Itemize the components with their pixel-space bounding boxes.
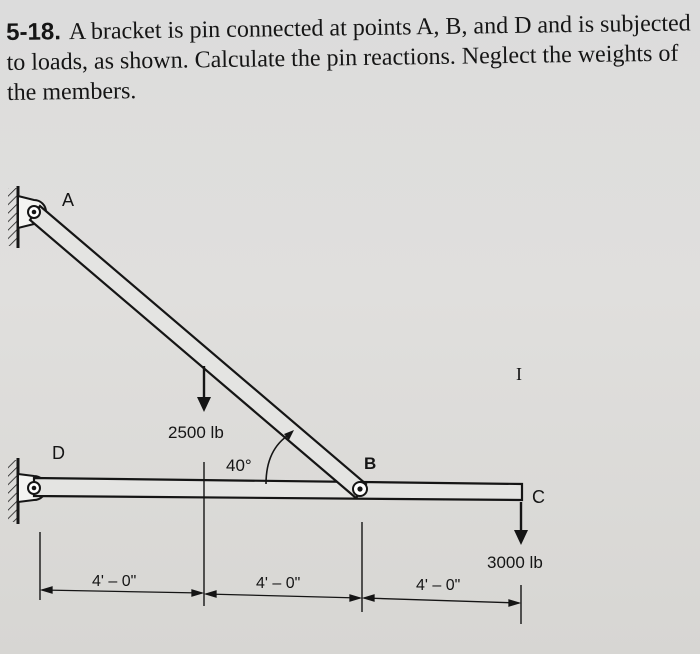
load-label-member: 2500 lb xyxy=(168,423,224,442)
dimension-label-3: 4' – 0" xyxy=(416,577,461,594)
stray-mark: I xyxy=(516,364,522,384)
problem-number: 5-18. xyxy=(6,18,62,46)
label-a: A xyxy=(62,190,75,210)
member-ab xyxy=(30,206,366,498)
wall-support-a xyxy=(8,186,18,248)
problem-body: A bracket is pin connected at points A, B, and D and is subjected to loads, as shown. Calculate the pin reactions. Neglect the weights of the members. xyxy=(6,10,691,106)
dimension-label-1: 4' – 0" xyxy=(92,573,137,590)
label-b: B xyxy=(364,454,377,473)
dimension-label-2: 4' – 0" xyxy=(256,575,301,592)
angle-label: 40° xyxy=(226,456,252,475)
member-dc xyxy=(34,478,522,500)
wall-support-d xyxy=(8,458,18,524)
label-c: C xyxy=(532,487,545,507)
pin-a-dot xyxy=(32,210,37,215)
label-d: D xyxy=(52,443,65,463)
angle-arc xyxy=(266,430,294,484)
load-label-tip: 3000 lb xyxy=(487,553,543,572)
pin-b-dot xyxy=(357,486,362,491)
load-arrow-tip xyxy=(514,502,528,545)
pin-d-dot xyxy=(32,486,37,491)
